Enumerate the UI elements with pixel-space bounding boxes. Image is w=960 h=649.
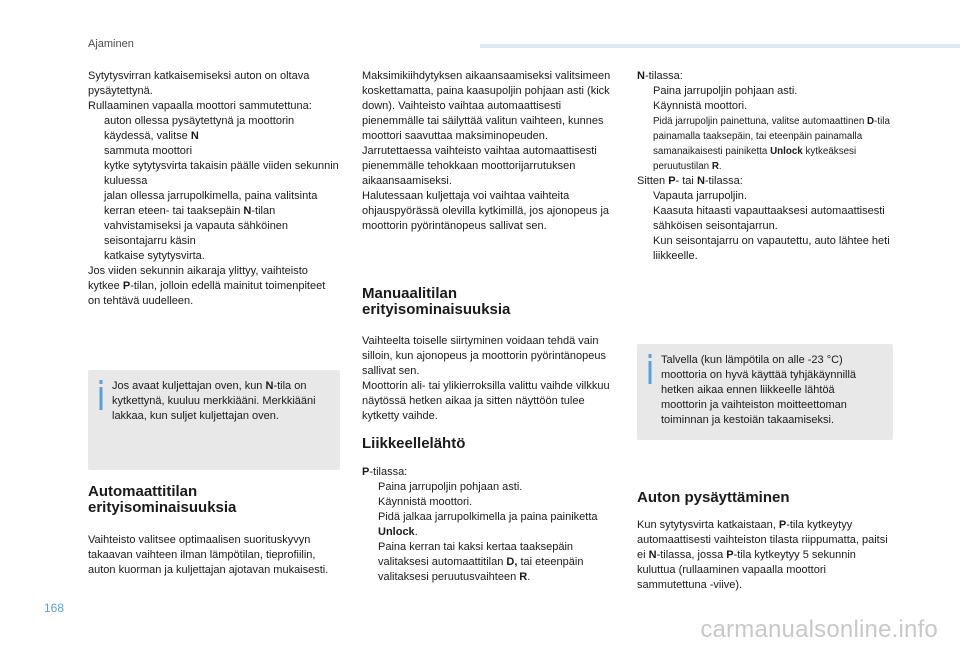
column-3 bbox=[637, 69, 893, 264]
start-heading: Liikkeellelähtö bbox=[362, 435, 466, 452]
bullet-icon bbox=[362, 480, 378, 495]
kickdown-text: Maksimikiihdytyksen aikaansaamiseksi valitsimeen koskettamatta, paina kaasupoljin pohjaan asti (kick down). Vaihteisto vaihtaa automaattisesti pienemmälle tai säilyttää valitun vaihteen, kunnes moottori saavuttaa maksiminopeuden. bbox=[362, 70, 611, 142]
bullet-icon bbox=[637, 234, 653, 264]
bullet-icon bbox=[362, 510, 378, 540]
bullet-icon bbox=[362, 540, 378, 585]
note-text: Jos avaat kuljettajan oven, kun N-tila on kytkettynä, kuuluu merkkiääni. Merkkiääni lakkaa, kun suljet kuljettajan oven. bbox=[112, 380, 316, 422]
manual-mode-section bbox=[362, 286, 616, 424]
list-item: sammuta moottori bbox=[88, 144, 340, 159]
stopping-text: Kun sytytysvirta katkaistaan, P-tila kytkeytyy automaattisesti vaihteiston tilasta riippumatta, paitsi ei N-tilassa, jossa P-tila kytkeytyy 5 sekunnin kuluttua (rullaaminen vapaalla moottori sammutettuna -viive). bbox=[637, 519, 888, 591]
manual-mode-heading: Manuaalitilan erityisominaisuuksia bbox=[362, 285, 511, 318]
note-text: Talvella (kun lämpötila on alle -23 °C) moottoria on hyvä käyttää tyhjäkäynnillä hetken aikaa ennen liikkeelle lähtöä moottorin ja vaihteiston moitteettoman toiminnan ja kestoiän takaamiseksi. bbox=[661, 354, 857, 426]
bullet-icon bbox=[637, 114, 653, 174]
bullet-icon bbox=[637, 189, 653, 204]
manual-mode-text-2: Moottorin ali- tai ylikierroksilla valittu vaihde vilkkuu näytössä hetken aikaa ja sitten näyttöön tulee kytketty vaihde. bbox=[362, 380, 610, 422]
bullet-icon bbox=[88, 189, 104, 249]
list-item: auton ollessa pysäytettynä ja moottorin käydessä, valitse N bbox=[88, 114, 340, 144]
bullet-icon bbox=[88, 114, 104, 144]
manual-mode-text-1: Vaihteelta toiselle siirtyminen voidaan tehdä vain silloin, kun ajonopeus ja moottorin pyörintänopeus sallivat sen. bbox=[362, 335, 606, 377]
header-rule bbox=[480, 44, 960, 48]
list-item: Pidä jarrupoljin painettuna, valitse automaattinen D-tila painamalla taaksepäin, tai eteenpäin painamalla samanaikaisesti painiketta Unlock kytkeäksesi peruutustilan R. bbox=[637, 114, 893, 174]
bullet-icon bbox=[88, 159, 104, 189]
list-item: kytke sytytysvirta takaisin päälle viiden sekunnin kuluessa bbox=[88, 159, 340, 189]
list-item: Käynnistä moottori. bbox=[637, 99, 893, 114]
list-item: katkaise sytytysvirta. bbox=[88, 249, 340, 264]
bullet-icon bbox=[637, 99, 653, 114]
info-icon bbox=[646, 354, 654, 384]
column-2 bbox=[362, 69, 616, 234]
page-number: 168 bbox=[44, 601, 65, 615]
stopping-section bbox=[637, 490, 893, 593]
list-item: Pidä jalkaa jarrupolkimella ja paina painiketta Unlock. bbox=[362, 510, 616, 540]
intro-text: Sytytysvirran katkaisemiseksi auton on oltava pysäytettynä. bbox=[88, 70, 310, 97]
column-1 bbox=[88, 69, 340, 309]
list-item: Kun seisontajarru on vapautettu, auto lähtee heti liikkeelle. bbox=[637, 234, 893, 264]
list-item: Vapauta jarrupoljin. bbox=[637, 189, 893, 204]
list-item: Paina jarrupoljin pohjaan asti. bbox=[362, 480, 616, 495]
automatic-mode-text: Vaihteisto valitsee optimaalisen suorituskyvyn takaavan vaihteen ilman lämpötilan, tieprofiilin, auton kuorman ja kuljettajan ajotavan mukaisesti. bbox=[88, 534, 329, 576]
list-item: Käynnistä moottori. bbox=[362, 495, 616, 510]
braking-text: Jarrutettaessa vaihteisto vaihtaa automaattisesti pienemmälle tehokkaan moottorijarrutuksen aikaansaamiseksi. bbox=[362, 145, 597, 187]
list-item: jalan ollessa jarrupolkimella, paina valitsinta kerran eteen- tai taaksepäin N-tilan vahvistamiseksi ja vapauta sähköinen seisontajarru käsin bbox=[88, 189, 340, 249]
stopping-heading: Auton pysäyttäminen bbox=[637, 489, 790, 506]
bullet-icon bbox=[362, 495, 378, 510]
p-mode-label: P-tilassa: bbox=[362, 466, 408, 478]
automatic-mode-heading: Automaattitilan erityisominaisuuksia bbox=[88, 483, 237, 516]
bullet-icon bbox=[88, 144, 104, 159]
list-item: Kaasuta hitaasti vapauttaaksesi automaattisesti sähköisen seisontajarrun. bbox=[637, 204, 893, 234]
info-icon bbox=[97, 380, 105, 410]
info-note-winter bbox=[637, 344, 893, 440]
start-section bbox=[362, 436, 616, 585]
paddle-text: Halutessaan kuljettaja voi vaihtaa vaihteita ohjauspyörässä olevilla kytkimillä, jos ajonopeus ja moottorin pyörintänopeus sallivat sen. bbox=[362, 190, 610, 232]
rolling-title: Rullaaminen vapaalla moottori sammutettuna: bbox=[88, 100, 312, 112]
n-mode-label: N-tilassa: bbox=[637, 70, 683, 82]
watermark: carmanualsonline.info bbox=[700, 616, 938, 643]
list-item: Paina kerran tai kaksi kertaa taaksepäin valitaksesi automaattitilan D, tai eteenpäin valitaksesi peruutusvaihteen R. bbox=[362, 540, 616, 585]
then-label: Sitten P- tai N-tilassa: bbox=[637, 175, 743, 187]
automatic-mode-section bbox=[88, 484, 340, 578]
bullet-icon bbox=[88, 249, 104, 264]
bullet-icon bbox=[637, 204, 653, 234]
section-label: Ajaminen bbox=[88, 38, 134, 50]
info-note-driver-door bbox=[88, 370, 340, 470]
outro-text: Jos viiden sekunnin aikaraja ylittyy, vaihteisto kytkee P-tilan, jolloin edellä mainitut toimenpiteet on tehtävä uudelleen. bbox=[88, 265, 326, 307]
list-item: Paina jarrupoljin pohjaan asti. bbox=[637, 84, 893, 99]
bullet-icon bbox=[637, 84, 653, 99]
